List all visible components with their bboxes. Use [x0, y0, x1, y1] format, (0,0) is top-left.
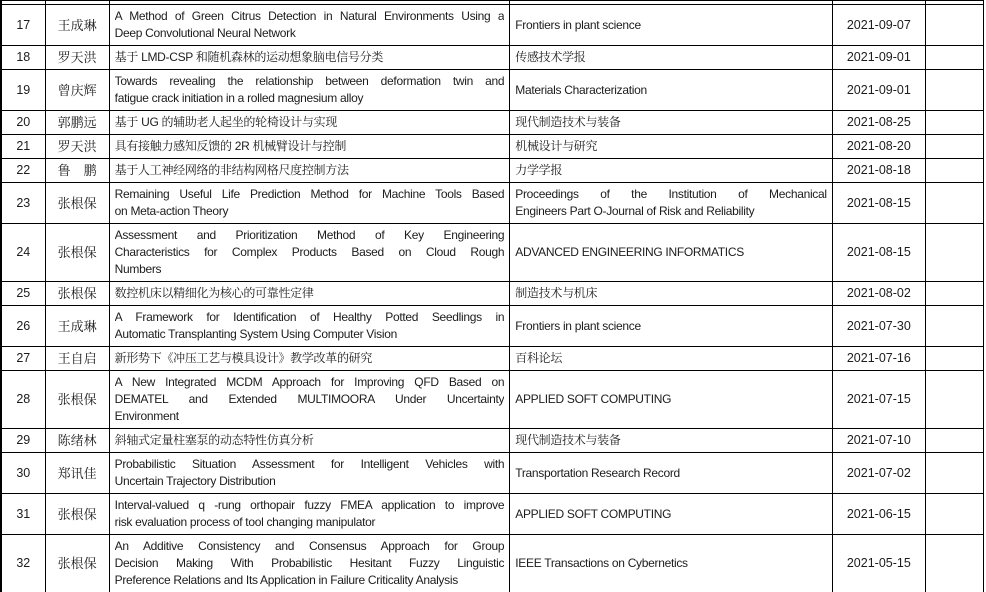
cell-journal — [510, 5, 832, 46]
cell-no: 30 — [1, 453, 45, 494]
table-row — [1, 282, 984, 306]
cell-date: 2021-08-15 — [832, 224, 925, 282]
journal-line: ADVANCED ENGINEERING INFORMATICS — [515, 245, 744, 259]
title-line: Characteristics for Complex Products Based on Cloud Rough — [114, 245, 505, 259]
table-row — [1, 135, 984, 159]
title-line: Decision Making With Probabilistic Hesitant Fuzzy Linguistic — [114, 556, 505, 570]
journal-line: Proceedings of the Institution of Mechanical — [515, 187, 827, 201]
cell-note — [925, 347, 983, 371]
cell-date: 2021-08-18 — [832, 159, 925, 183]
table-row — [1, 46, 984, 70]
title-line: Environment — [114, 409, 179, 423]
cell-journal — [510, 111, 832, 135]
cell-author: 曾庆辉 — [45, 70, 109, 111]
cell-title — [109, 347, 510, 371]
cell-author: 王成琳 — [45, 5, 109, 46]
cell-title — [109, 159, 510, 183]
title-line: 数控机床以精细化为核心的可靠性定律 — [114, 286, 314, 300]
cell-author: 王成琳 — [45, 306, 109, 347]
cell-date: 2021-09-01 — [832, 46, 925, 70]
table-row — [1, 159, 984, 183]
title-line: 新形势下《冲压工艺与模具设计》教学改革的研究 — [114, 351, 373, 365]
journal-line: Frontiers in plant science — [515, 17, 641, 32]
cell-author: 鲁 鹏 — [45, 159, 109, 183]
cell-no: 23 — [1, 183, 45, 224]
journal-line: 力学学报 — [515, 163, 563, 177]
cell-journal — [510, 183, 832, 224]
journal-line: APPLIED SOFT COMPUTING — [515, 392, 672, 406]
cell-title — [109, 46, 510, 70]
title-line: Interval-valued q -rung orthopair fuzzy FMEA application to improve — [114, 498, 505, 512]
cell-journal — [510, 494, 832, 535]
cell-note — [925, 535, 983, 592]
cell-date: 2021-09-01 — [832, 70, 925, 111]
cell-journal — [510, 135, 832, 159]
table-row — [1, 70, 984, 111]
title-line: Towards revealing the relationship between deformation twin and — [114, 74, 505, 88]
journal-line: IEEE Transactions on Cybernetics — [515, 556, 688, 570]
cell-journal — [510, 371, 832, 429]
cell-author: 陈绪林 — [45, 429, 109, 453]
journal-line: Frontiers in plant science — [515, 318, 641, 333]
cell-title — [109, 183, 510, 224]
cell-title — [109, 429, 510, 453]
cell-title — [109, 5, 510, 46]
cell-journal — [510, 224, 832, 282]
journal-line: 制造技术与机床 — [515, 286, 598, 300]
title-line: Probabilistic Situation Assessment for Intelligent Vehicles with — [114, 457, 505, 471]
cell-author: 张根保 — [45, 224, 109, 282]
cell-date: 2021-08-25 — [832, 111, 925, 135]
title-line: Automatic Transplanting System Using Computer Vision — [114, 327, 397, 341]
title-line: 基于 UG 的辅助老人起坐的轮椅设计与实现 — [114, 115, 338, 129]
cell-author: 罗天洪 — [45, 135, 109, 159]
cell-note — [925, 70, 983, 111]
cell-journal — [510, 282, 832, 306]
journal-line: 传感技术学报 — [515, 50, 586, 64]
cell-date: 2021-08-15 — [832, 183, 925, 224]
cell-date: 2021-07-30 — [832, 306, 925, 347]
cell-date: 2021-05-15 — [832, 535, 925, 592]
journal-line: Engineers Part O-Journal of Risk and Reliability — [515, 204, 755, 218]
title-line: 具有接触力感知反馈的 2R 机械臂设计与控制 — [114, 139, 347, 153]
title-line: DEMATEL and Extended MULTIMOORA Under Uncertainty — [114, 392, 505, 406]
title-line: Preference Relations and Its Application in Failure Criticality Analysis — [114, 573, 458, 587]
table-row — [1, 224, 984, 282]
table-row — [1, 111, 984, 135]
cell-note — [925, 224, 983, 282]
title-line: on Meta-action Theory — [114, 204, 229, 218]
journal-line: Materials Characterization — [515, 82, 647, 97]
cell-author: 张根保 — [45, 535, 109, 592]
journal-line: Transportation Research Record — [515, 465, 680, 480]
title-line: Uncertain Trajectory Distribution — [114, 474, 276, 488]
cell-no: 22 — [1, 159, 45, 183]
cell-no: 26 — [1, 306, 45, 347]
cell-no: 32 — [1, 535, 45, 592]
cell-note — [925, 111, 983, 135]
cell-note — [925, 429, 983, 453]
cell-date: 2021-07-15 — [832, 371, 925, 429]
table-row — [1, 453, 984, 494]
table-row — [1, 535, 984, 592]
cell-author: 张根保 — [45, 183, 109, 224]
cell-no: 28 — [1, 371, 45, 429]
cell-author: 张根保 — [45, 282, 109, 306]
cell-no: 31 — [1, 494, 45, 535]
cell-no: 21 — [1, 135, 45, 159]
title-line: A Framework for Identification of Healthy Potted Seedlings in — [114, 310, 505, 324]
cell-journal — [510, 535, 832, 592]
cell-date: 2021-08-20 — [832, 135, 925, 159]
title-line: 基于 LMD-CSP 和随机森林的运动想象脑电信号分类 — [114, 50, 384, 64]
cell-author: 张根保 — [45, 371, 109, 429]
cell-no: 27 — [1, 347, 45, 371]
cell-title — [109, 111, 510, 135]
title-line: Deep Convolutional Neural Network — [114, 26, 296, 40]
cell-title — [109, 135, 510, 159]
table-row — [1, 347, 984, 371]
cell-no: 25 — [1, 282, 45, 306]
cell-title — [109, 282, 510, 306]
title-line: risk evaluation process of tool changing manipulator — [114, 515, 376, 529]
cell-journal — [510, 429, 832, 453]
cell-journal — [510, 70, 832, 111]
cell-no: 24 — [1, 224, 45, 282]
cell-author: 郭鹏远 — [45, 111, 109, 135]
cell-note — [925, 282, 983, 306]
cell-author: 王自启 — [45, 347, 109, 371]
cell-title — [109, 535, 510, 592]
title-line: Numbers — [114, 262, 162, 276]
cell-date: 2021-07-10 — [832, 429, 925, 453]
title-line: An Additive Consistency and Consensus Approach for Group — [114, 539, 505, 553]
title-line: Assessment and Prioritization Method of Key Engineering — [114, 228, 505, 242]
cell-note — [925, 453, 983, 494]
publications-table-body — [1, 1, 984, 592]
cell-note — [925, 183, 983, 224]
title-line: A Method of Green Citrus Detection in Natural Environments Using a — [114, 9, 505, 23]
cell-note — [925, 5, 983, 46]
table-row — [1, 494, 984, 535]
cell-no: 29 — [1, 429, 45, 453]
title-line: 基于人工神经网络的非结构网格尺度控制方法 — [114, 163, 349, 177]
cell-note — [925, 46, 983, 70]
journal-line: APPLIED SOFT COMPUTING — [515, 506, 672, 521]
cell-journal — [510, 306, 832, 347]
journal-line: 机械设计与研究 — [515, 139, 598, 153]
table-row — [1, 429, 984, 453]
cell-note — [925, 159, 983, 183]
table-row — [1, 306, 984, 347]
cell-no: 19 — [1, 70, 45, 111]
cell-title — [109, 371, 510, 429]
table-row — [1, 5, 984, 46]
cell-author: 罗天洪 — [45, 46, 109, 70]
cell-no: 20 — [1, 111, 45, 135]
cell-date: 2021-07-16 — [832, 347, 925, 371]
journal-line: 现代制造技术与装备 — [515, 433, 621, 447]
cell-journal — [510, 46, 832, 70]
cell-date: 2021-06-15 — [832, 494, 925, 535]
journal-line: 现代制造技术与装备 — [515, 115, 621, 129]
cell-note — [925, 135, 983, 159]
journal-line: 百科论坛 — [515, 351, 563, 365]
table-row — [1, 371, 984, 429]
cell-author: 张根保 — [45, 494, 109, 535]
cell-journal — [510, 453, 832, 494]
cell-date: 2021-09-07 — [832, 5, 925, 46]
cell-title — [109, 224, 510, 282]
cell-journal — [510, 159, 832, 183]
cell-title — [109, 306, 510, 347]
cell-no: 17 — [1, 5, 45, 46]
title-line: 斜轴式定量柱塞泵的动态特性仿真分析 — [114, 433, 314, 447]
cell-date: 2021-07-02 — [832, 453, 925, 494]
title-line: A New Integrated MCDM Approach for Improving QFD Based on — [114, 375, 505, 389]
table-row — [1, 183, 984, 224]
cell-note — [925, 371, 983, 429]
cell-no: 18 — [1, 46, 45, 70]
cell-note — [925, 494, 983, 535]
cell-author: 郑讯佳 — [45, 453, 109, 494]
cell-title — [109, 453, 510, 494]
cell-journal — [510, 347, 832, 371]
cell-title — [109, 494, 510, 535]
cell-title — [109, 70, 510, 111]
cell-note — [925, 306, 983, 347]
cell-date: 2021-08-02 — [832, 282, 925, 306]
title-line: Remaining Useful Life Prediction Method for Machine Tools Based — [114, 187, 505, 201]
title-line: fatigue crack initiation in a rolled magnesium alloy — [114, 91, 364, 105]
